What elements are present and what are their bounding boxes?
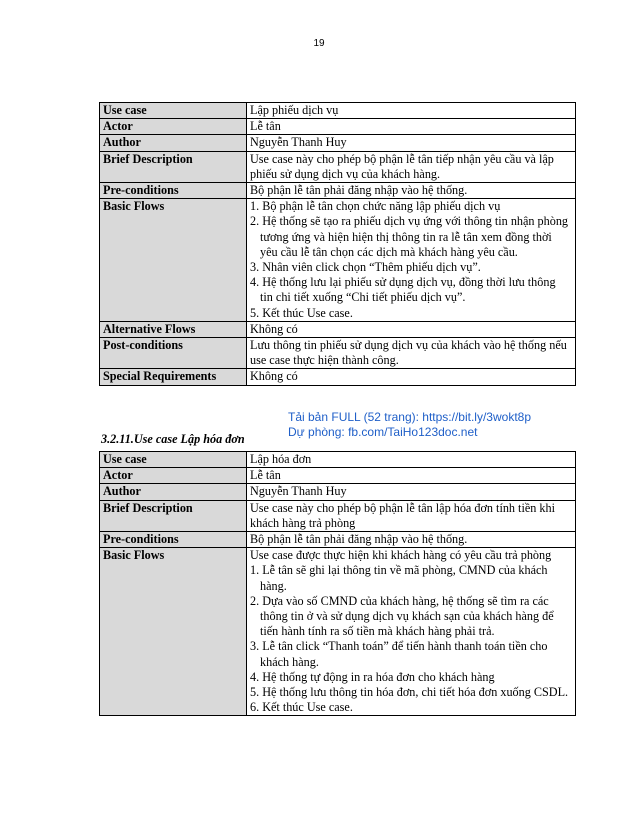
row-key: Brief Description	[100, 151, 247, 182]
row-key: Pre-conditions	[100, 183, 247, 199]
basic-flows-list-cell	[247, 548, 576, 716]
list-item: 6. Kết thúc Use case.	[250, 700, 353, 715]
list-item: 5. Hệ thống lưu thông tin hóa đơn, chi tiết hóa đơn xuống CSDL.	[250, 685, 569, 700]
table-row	[100, 500, 576, 531]
table-row	[100, 119, 576, 135]
row-key: Basic Flows	[100, 548, 247, 716]
table-row	[100, 321, 576, 337]
table-row	[100, 484, 576, 500]
row-key: Post-conditions	[100, 338, 247, 369]
list-item: 1. Lễ tân sẽ ghi lại thông tin về mã phòng, CMND của khách hàng.	[250, 563, 548, 593]
use-case-table-lap-hoa-don	[99, 451, 576, 716]
list-item: 2. Dựa vào số CMND của khách hàng, hệ thống sẽ tìm ra các thông tin ở và sử dụng dịch vụ khách sạn của khách hàng để tiến hành tính ra số tiền mà khách hàng phải trả.	[250, 593, 554, 639]
row-value: Lưu thông tin phiếu sử dụng dịch vụ của khách vào hệ thống nếu use case thực hiện thành công.	[247, 338, 576, 369]
row-value: Lễ tân	[247, 119, 576, 135]
download-full-link[interactable]: Tải bản FULL (52 trang): https://bit.ly/3wokt8p	[288, 410, 532, 424]
row-key: Brief Description	[100, 500, 247, 531]
basic-flows-list	[250, 563, 571, 715]
backup-link[interactable]: Dự phòng: fb.com/TaiHo123doc.net	[288, 425, 478, 439]
row-value: Nguyễn Thanh Huy	[247, 484, 576, 500]
list-item: 3. Lễ tân click “Thanh toán” để tiến hành thanh toán tiền cho khách hàng.	[250, 639, 548, 669]
download-promo[interactable]	[288, 410, 531, 440]
row-key: Actor	[100, 119, 247, 135]
row-key: Use case	[100, 452, 247, 468]
row-key: Basic Flows	[100, 199, 247, 322]
table-row	[100, 338, 576, 369]
row-value: Bộ phận lễ tân phải đăng nhập vào hệ thống.	[247, 532, 576, 548]
row-value: Nguyễn Thanh Huy	[247, 135, 576, 151]
list-item: 4. Hệ thống lưu lại phiếu sử dụng dịch vụ, đồng thời lưu thông tin chi tiết xuống “Chi tiết phiếu dịch vụ”.	[250, 275, 556, 305]
use-case-table-lap-phieu-dich-vu	[99, 102, 576, 386]
basic-flows-intro: Use case được thực hiện khi khách hàng có yêu cầu trả phòng	[250, 548, 552, 563]
table-row	[100, 151, 576, 182]
table-row	[100, 135, 576, 151]
row-value: Use case này cho phép bộ phận lễ tân tiếp nhận yêu cầu và lập phiếu sử dụng dịch vụ của khách hàng.	[247, 151, 576, 182]
list-item: 1. Bộ phận lễ tân chọn chức năng lập phiếu dịch vụ	[250, 199, 501, 214]
row-value: Lập hóa đơn	[247, 452, 576, 468]
row-key: Author	[100, 135, 247, 151]
list-item: 5. Kết thúc Use case.	[250, 305, 353, 320]
page-number: 19	[313, 38, 325, 49]
table-row	[100, 103, 576, 119]
table-row	[100, 199, 576, 322]
row-value: Use case này cho phép bộ phận lễ tân lập hóa đơn tính tiền khi khách hàng trả phòng	[247, 500, 576, 531]
table-row	[100, 532, 576, 548]
basic-flows-list-cell	[247, 199, 576, 322]
section-heading: 3.2.11.Use case Lập hóa đơn	[101, 432, 245, 446]
table-row	[100, 452, 576, 468]
row-value: Không có	[247, 369, 576, 385]
list-item: 4. Hệ thống tự động in ra hóa đơn cho khách hàng	[250, 669, 495, 684]
list-item: 2. Hệ thống sẽ tạo ra phiếu dịch vụ ứng với thông tin nhận phòng tương ứng và hiện hiện thị thông tin ra lễ tân xem đồng thời yêu cầu lễ tân chọn các dịch mà khách hàng yêu cầu.	[250, 214, 569, 259]
row-key: Actor	[100, 468, 247, 484]
list-item: 3. Nhân viên click chọn “Thêm phiếu dịch vụ”.	[250, 260, 481, 275]
row-key: Alternative Flows	[100, 321, 247, 337]
row-key: Use case	[100, 103, 247, 119]
row-value: Lễ tân	[247, 468, 576, 484]
basic-flows-list	[250, 199, 571, 321]
row-value: Bộ phận lễ tân phải đăng nhập vào hệ thống.	[247, 183, 576, 199]
row-value: Lập phiếu dịch vụ	[247, 103, 576, 119]
table-row	[100, 548, 576, 716]
row-key: Author	[100, 484, 247, 500]
table-row	[100, 369, 576, 385]
row-value: Không có	[247, 321, 576, 337]
row-key: Pre-conditions	[100, 532, 247, 548]
row-key: Special Requirements	[100, 369, 247, 385]
table-row	[100, 468, 576, 484]
table-row	[100, 183, 576, 199]
